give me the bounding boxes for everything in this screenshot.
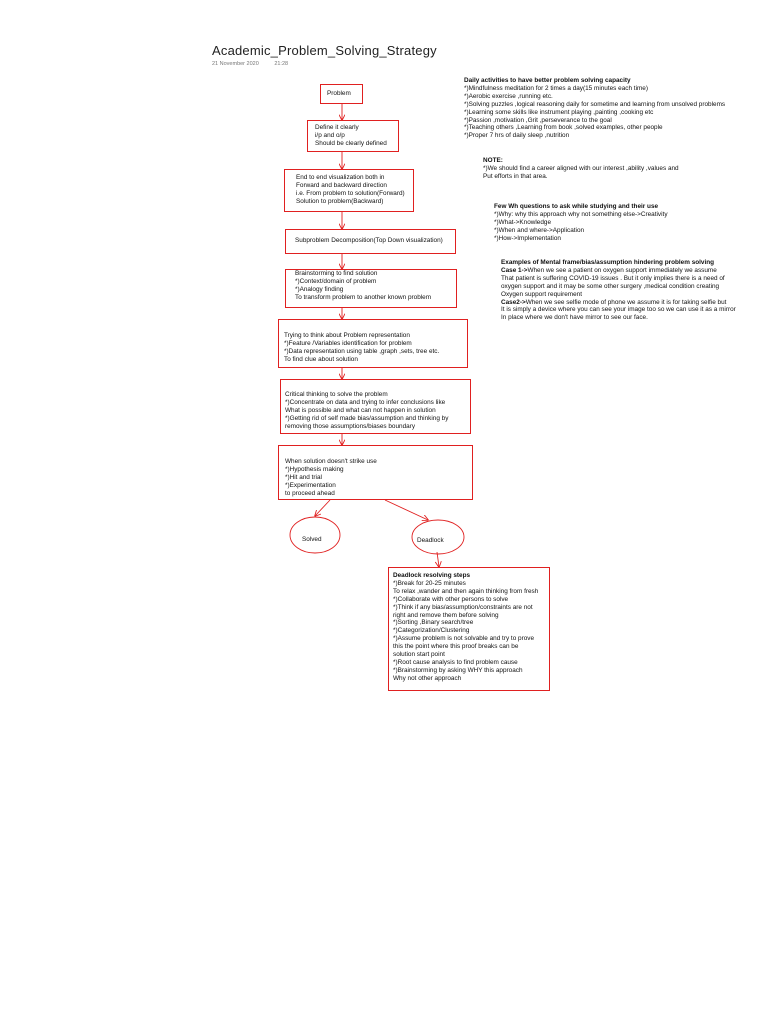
problem-box xyxy=(320,84,363,104)
brainstorm-line: To transform problem to another known problem xyxy=(295,293,432,301)
solved-ellipse xyxy=(290,517,340,553)
case1-line: oxygen support and it may be some other surgery ,medical condition creating xyxy=(501,282,720,290)
define-line: i/p and o/p xyxy=(315,131,345,139)
deadlock-step: To relax ,wander and then again thinking from fresh xyxy=(393,587,539,595)
decompose-label: Subproblem Decomposition(Top Down visualization) xyxy=(295,237,443,244)
deadlock-step: Why not other approach xyxy=(393,674,462,682)
define-line: Should be clearly defined xyxy=(315,139,387,147)
deadlock-steps-title: Deadlock resolving steps xyxy=(393,572,471,579)
note-line: *)We should find a career aligned with our interest ,ability ,values and xyxy=(483,164,679,172)
deadlock-label: Deadlock xyxy=(417,537,444,544)
wh-question-item: *)Why: why this approach why not something else->Creativity xyxy=(494,210,668,218)
visualize-line: End to end visualization both in xyxy=(296,174,385,181)
page-title: Academic_Problem_Solving_Strategy xyxy=(212,43,437,58)
case1-first-line xyxy=(501,267,736,275)
wh-question-item: *)What->Knowledge xyxy=(494,218,552,226)
nostrike-line: When solution doesn't strike use xyxy=(285,458,377,465)
define-box xyxy=(307,120,399,152)
daily-activity-item: *)Passion ,motivation ,Grit ,perseverance to the goal xyxy=(464,116,612,124)
case2-text: When we see selfie mode of phone we assume it is for taking selfie but xyxy=(525,298,727,306)
visualize-line: i.e. From problem to solution(Forward) xyxy=(296,189,405,197)
arrow-nostrike-deadlock xyxy=(385,500,428,520)
visualize-line: Forward and backward direction xyxy=(296,181,387,189)
critical-line: Critical thinking to solve the problem xyxy=(285,391,388,398)
deadlock-step: *)Brainstorming by asking WHY this approach xyxy=(393,666,523,674)
critical-box xyxy=(280,379,471,434)
nostrike-line: to proceed ahead xyxy=(285,489,335,497)
deadlock-step: *)Collaborate with other persons to solve xyxy=(393,595,509,603)
visualize-line: Solution to problem(Backward) xyxy=(296,197,384,205)
career-note xyxy=(483,157,679,181)
mental-frame-title: Examples of Mental frame/bias/assumption hindering problem solving xyxy=(501,259,715,266)
nostrike-line: *)Experimentation xyxy=(285,481,336,489)
wh-questions-title: Few Wh questions to ask while studying and their use xyxy=(494,203,659,210)
daily-activity-item: *)Aerobic exercise ,running etc. xyxy=(464,92,553,100)
wh-question-item: *)When and where->Application xyxy=(494,226,585,234)
define-line: Define it clearly xyxy=(315,124,359,131)
brainstorm-line: *)Context/domain of problem xyxy=(295,277,377,285)
daily-activity-item: *)Solving puzzles ,logical reasoning daily for sometime and learning from unsolved problems xyxy=(464,100,726,108)
daily-activity-item: *)Mindfulness meditation for 2 times a day(15 minutes each time) xyxy=(464,84,648,92)
page-date: 21 November 2020 xyxy=(212,61,259,67)
nostrike-line: *)Hit and trial xyxy=(285,473,322,481)
critical-line: removing those assumptions/biases boundary xyxy=(285,422,416,430)
deadlock-step: *)Categorization/Clustering xyxy=(393,627,470,635)
brainstorm-line: Brainstorming to find solution xyxy=(295,270,378,277)
visualize-box xyxy=(284,169,414,212)
page-time: 21:28 xyxy=(274,61,289,67)
deadlock-steps-box xyxy=(388,567,550,691)
case1-line: Oxygen support requirement xyxy=(501,290,582,298)
daily-activity-item: *)Learning some skills like instrument playing ,painting ,cooking etc xyxy=(464,108,654,116)
critical-line: *)Concentrate on data and trying to infer conclusions like xyxy=(285,398,446,406)
brainstorm-box xyxy=(285,269,457,308)
deadlock-step: *)Root cause analysis to find problem cause xyxy=(393,658,518,666)
representation-line: Trying to think about Problem representation xyxy=(284,332,410,339)
decompose-box xyxy=(285,229,456,254)
deadlock-step: *)Break for 20-25 minutes xyxy=(393,579,466,587)
critical-line: What is possible and what can not happen in solution xyxy=(285,406,436,414)
representation-line: *)Feature /Variables identification for problem xyxy=(284,339,412,347)
wh-questions-note xyxy=(494,203,668,243)
note-title: NOTE: xyxy=(483,157,503,164)
note-line: Put efforts in that area. xyxy=(483,172,548,180)
deadlock-step: solution start point xyxy=(393,651,445,659)
case2-label: Case2-> xyxy=(501,298,526,306)
case2-first-line xyxy=(501,299,736,307)
case1-label: Case 1-> xyxy=(501,266,528,274)
critical-line: *)Getting rid of self made bias/assumption and thinking by xyxy=(285,414,449,422)
representation-box xyxy=(278,319,468,368)
arrow-nostrike-solved xyxy=(315,500,330,516)
deadlock-step: *)Sorting ,Binary search/tree xyxy=(393,619,474,627)
deadlock-step: *)Assume problem is not solvable and try to prove xyxy=(393,635,535,643)
case1-text: When we see a patient on oxygen support immediately we assume xyxy=(527,266,717,274)
solved-label: Solved xyxy=(302,536,322,543)
case2-line: It is simply a device where you can see your image too so we can use it as a mirror xyxy=(501,306,736,314)
daily-activity-item: *)Proper 7 hrs of daily sleep ,nutrition xyxy=(464,132,570,140)
daily-activities-note xyxy=(464,77,725,140)
daily-activities-title: Daily activities to have better problem solving capacity xyxy=(464,77,631,84)
case2-line: In place where we don't have mirror to see our face. xyxy=(501,314,648,322)
deadlock-step: this the point where this proof breaks can be xyxy=(393,643,519,651)
representation-line: To find clue about solution xyxy=(284,355,358,363)
deadlock-step: *)Think if any bias/assumption/constraints are not xyxy=(393,603,533,611)
case1-line: That patient is suffering COVID-19 issues . But it only implies there is a need of xyxy=(501,274,725,282)
representation-line: *)Data representation using table ,graph ,sets, tree etc. xyxy=(284,347,440,355)
daily-activity-item: *)Teaching others ,Learning from book ,solved examples, other people xyxy=(464,124,663,132)
brainstorm-line: *)Analogy finding xyxy=(295,285,344,293)
deadlock-step: right and remove them before solving xyxy=(393,611,499,619)
nostrike-box xyxy=(278,445,473,500)
wh-question-item: *)How->Implementation xyxy=(494,234,561,242)
problem-label: Problem xyxy=(327,90,351,97)
mental-frame-note xyxy=(501,259,736,322)
nostrike-line: *)Hypothesis making xyxy=(285,465,344,473)
